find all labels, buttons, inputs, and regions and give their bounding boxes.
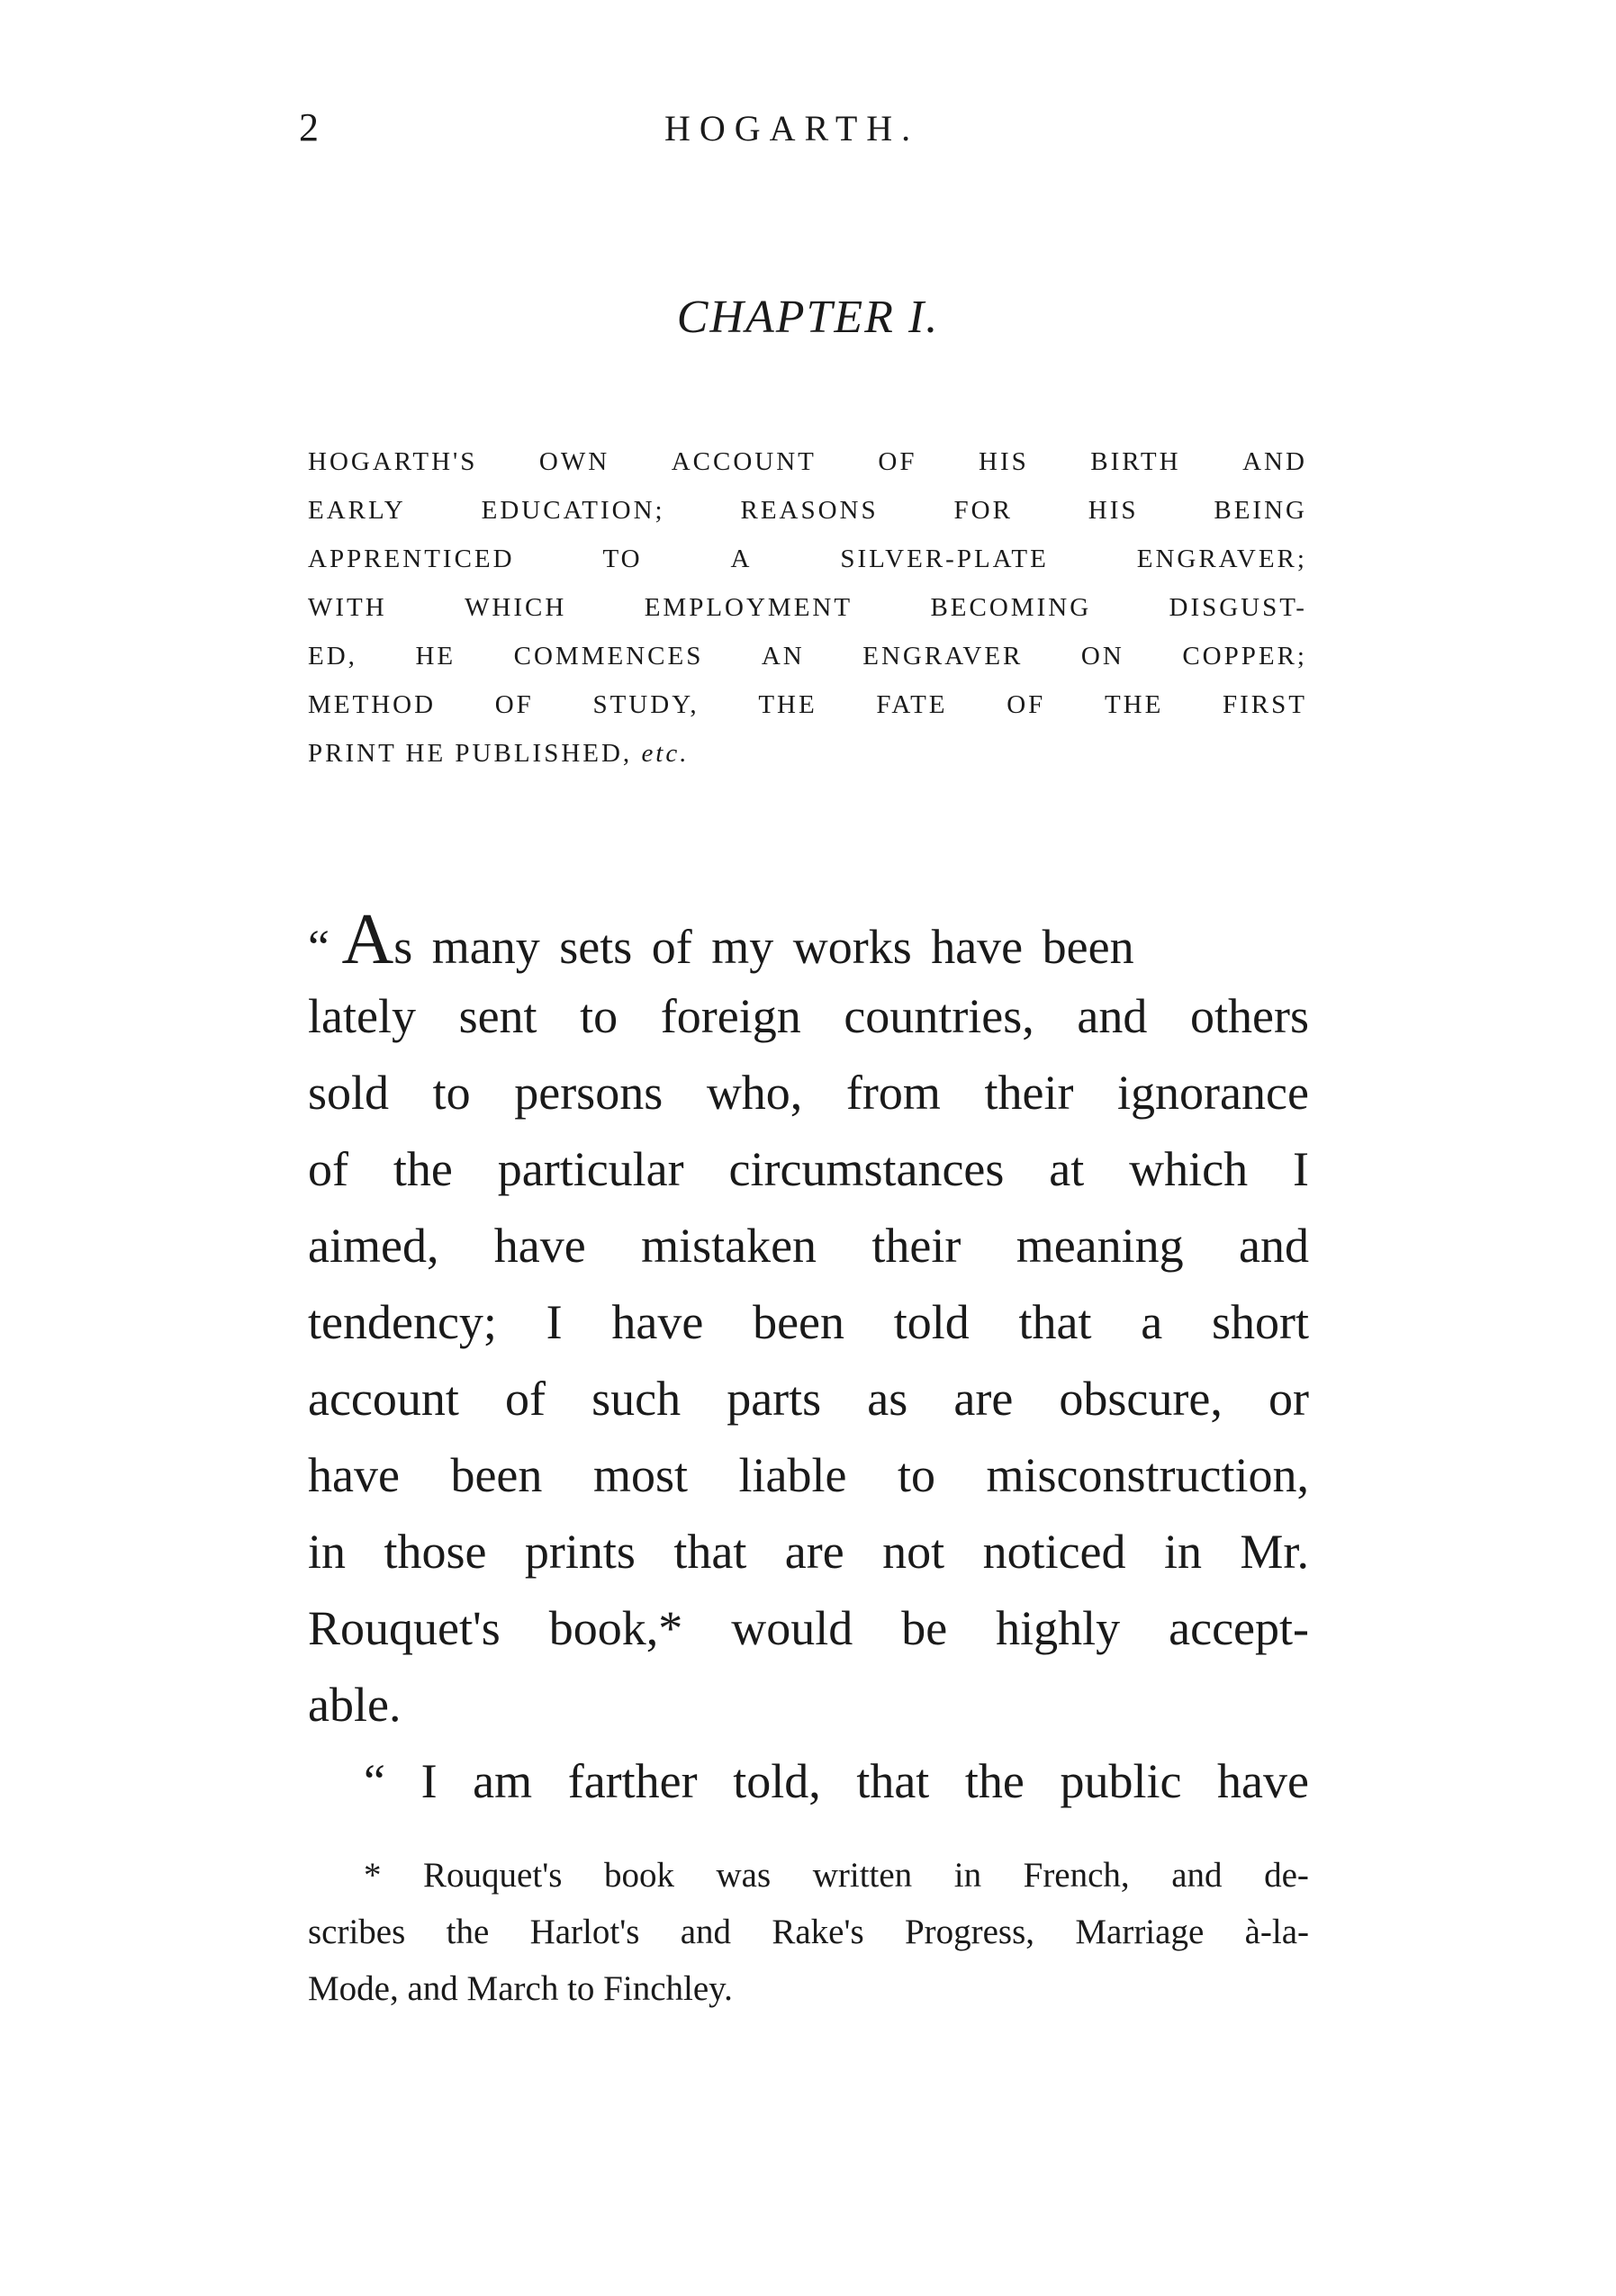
footnote-line: Mode, and March to Finchley.	[308, 1969, 733, 2008]
summary-line	[308, 486, 1307, 535]
word: OF	[494, 690, 534, 719]
word: EARLY	[308, 496, 406, 525]
word: that	[673, 1525, 747, 1579]
body-text	[308, 902, 1309, 1820]
body-line	[308, 1284, 1309, 1361]
word: Rouquet's	[423, 1856, 563, 1895]
word: de-	[1264, 1856, 1309, 1895]
word: foreign	[660, 989, 801, 1043]
word: TO	[602, 545, 643, 573]
word: short	[1212, 1295, 1309, 1349]
word: been	[450, 1448, 543, 1502]
word: not	[882, 1525, 945, 1579]
word: and	[1077, 989, 1148, 1043]
summary-line	[308, 680, 1307, 729]
word: I	[546, 1295, 563, 1349]
word: Mr.	[1240, 1525, 1309, 1579]
word: meaning	[1016, 1219, 1184, 1273]
footnote-line	[308, 1904, 1309, 1960]
word: a	[1141, 1295, 1163, 1349]
word: à-la-	[1244, 1913, 1309, 1951]
word: “	[364, 1754, 385, 1808]
word: the	[393, 1142, 453, 1196]
word: book	[603, 1856, 674, 1895]
word: particular	[497, 1142, 684, 1196]
word: OF	[878, 447, 917, 476]
word: DISGUST-	[1169, 593, 1307, 622]
word: most	[592, 1448, 688, 1502]
word: and	[1239, 1219, 1309, 1273]
word: public	[1060, 1754, 1182, 1808]
word: COPPER;	[1182, 642, 1307, 671]
word: Marriage	[1075, 1913, 1205, 1951]
word: parts	[727, 1372, 822, 1426]
word: Rouquet's	[308, 1601, 501, 1655]
word: ignorance	[1117, 1066, 1309, 1120]
word: are	[784, 1525, 844, 1579]
body-line	[308, 1361, 1309, 1437]
word: which	[1129, 1142, 1249, 1196]
word: Progress,	[904, 1913, 1035, 1951]
word: to	[580, 989, 618, 1043]
word: was	[716, 1856, 772, 1895]
word: have	[493, 1219, 586, 1273]
word: AND	[1242, 447, 1307, 476]
word: highly	[996, 1601, 1121, 1655]
word: liable	[738, 1448, 847, 1502]
word: THE	[1104, 690, 1164, 719]
word: BIRTH	[1090, 447, 1181, 476]
word: noticed	[982, 1525, 1126, 1579]
word: mistaken	[641, 1219, 817, 1273]
word: FIRST	[1222, 690, 1307, 719]
body-line	[308, 1208, 1309, 1284]
word: of	[308, 1142, 348, 1196]
word: BECOMING	[930, 593, 1092, 622]
initial-letter: A	[341, 900, 394, 979]
body-line	[308, 1437, 1309, 1514]
word: their	[984, 1066, 1074, 1120]
word: WITH	[308, 593, 387, 622]
running-title: HOGARTH.	[664, 108, 920, 149]
body-line	[308, 1590, 1309, 1667]
word: those	[384, 1525, 487, 1579]
body-line-first	[308, 902, 1309, 978]
word: HOGARTH'S	[308, 447, 478, 476]
summary-line	[308, 729, 1307, 778]
chapter-heading: CHAPTER I.	[676, 292, 940, 343]
footnote-line	[308, 1847, 1309, 1904]
word: from	[845, 1066, 941, 1120]
word: of	[505, 1372, 546, 1426]
word: HIS	[979, 447, 1029, 476]
word: ACCOUNT	[671, 447, 817, 476]
word: aimed,	[308, 1219, 439, 1273]
word: have	[611, 1295, 704, 1349]
word: others	[1189, 989, 1309, 1043]
word: REASONS	[740, 496, 879, 525]
word: and	[1171, 1856, 1223, 1895]
word: account	[308, 1372, 459, 1426]
word: misconstruction,	[986, 1448, 1309, 1502]
word: or	[1268, 1372, 1309, 1426]
word: HIS	[1088, 496, 1139, 525]
word: Rake's	[772, 1913, 864, 1951]
word: the	[964, 1754, 1025, 1808]
summary-line	[308, 583, 1307, 632]
word: in	[308, 1525, 347, 1579]
word: OWN	[538, 447, 610, 476]
word: at	[1049, 1142, 1085, 1196]
word: be	[901, 1601, 948, 1655]
word: countries,	[844, 989, 1034, 1043]
word: AN	[761, 642, 805, 671]
word: tendency;	[308, 1295, 497, 1349]
word: BEING	[1214, 496, 1307, 525]
word: HE	[415, 642, 456, 671]
body-line	[308, 1514, 1309, 1590]
body-line	[308, 1055, 1309, 1131]
summary-line	[308, 437, 1307, 486]
word: am	[473, 1754, 533, 1808]
word: I	[420, 1754, 438, 1808]
word: French,	[1023, 1856, 1130, 1895]
word: as	[867, 1372, 908, 1426]
body-line-paragraph-2	[308, 1743, 1309, 1820]
word: STUDY,	[592, 690, 700, 719]
body-line	[308, 978, 1309, 1055]
word: WHICH	[465, 593, 567, 622]
word: that	[1018, 1295, 1092, 1349]
word: Harlot's	[529, 1913, 640, 1951]
word: in	[1163, 1525, 1202, 1579]
word: accept-	[1169, 1601, 1309, 1655]
word: and	[680, 1913, 732, 1951]
word: persons	[514, 1066, 664, 1120]
word: APPRENTICED	[308, 545, 515, 573]
word: I	[1293, 1142, 1309, 1196]
word: written	[812, 1856, 913, 1895]
word: are	[953, 1372, 1014, 1426]
word: have	[1217, 1754, 1309, 1808]
word: scribes	[308, 1913, 406, 1951]
word: EDUCATION;	[481, 496, 665, 525]
word: FATE	[876, 690, 948, 719]
word: SILVER-PLATE	[840, 545, 1049, 573]
word: METHOD	[308, 690, 437, 719]
word: THE	[758, 690, 817, 719]
word: to	[432, 1066, 471, 1120]
word: to	[897, 1448, 935, 1502]
summary-etc: etc.	[641, 739, 690, 768]
word: told	[893, 1295, 970, 1349]
word: sold	[308, 1066, 390, 1120]
word: circumstances	[728, 1142, 1005, 1196]
body-line: able.	[308, 1678, 402, 1732]
word: *	[364, 1856, 382, 1895]
word: book,*	[548, 1601, 683, 1655]
word: told,	[733, 1754, 821, 1808]
word: OF	[1007, 690, 1046, 719]
word: ON	[1080, 642, 1124, 671]
word: ED,	[308, 642, 357, 671]
word: been	[753, 1295, 845, 1349]
word: sent	[458, 989, 537, 1043]
first-line-rest: s many sets of my works have been	[393, 920, 1134, 974]
open-quote: “	[308, 920, 330, 974]
word: in	[953, 1856, 982, 1895]
word: lately	[308, 989, 416, 1043]
word: have	[308, 1448, 400, 1502]
word: their	[871, 1219, 961, 1273]
word: the	[446, 1913, 490, 1951]
word: who,	[706, 1066, 803, 1120]
page-number: 2	[299, 105, 319, 149]
summary-line	[308, 535, 1307, 583]
word: farther	[567, 1754, 698, 1808]
word: prints	[524, 1525, 636, 1579]
body-line	[308, 1131, 1309, 1208]
word: such	[591, 1372, 682, 1426]
summary-text: PRINT HE PUBLISHED,	[308, 739, 633, 768]
word: obscure,	[1059, 1372, 1223, 1426]
word: FOR	[953, 496, 1013, 525]
word: EMPLOYMENT	[644, 593, 853, 622]
word: that	[856, 1754, 930, 1808]
chapter-summary	[308, 437, 1307, 778]
word: ENGRAVER;	[1136, 545, 1307, 573]
word: would	[731, 1601, 853, 1655]
word: ENGRAVER	[862, 642, 1024, 671]
footnote	[308, 1847, 1309, 2017]
word: A	[730, 545, 753, 573]
summary-line	[308, 632, 1307, 680]
word: COMMENCES	[513, 642, 704, 671]
